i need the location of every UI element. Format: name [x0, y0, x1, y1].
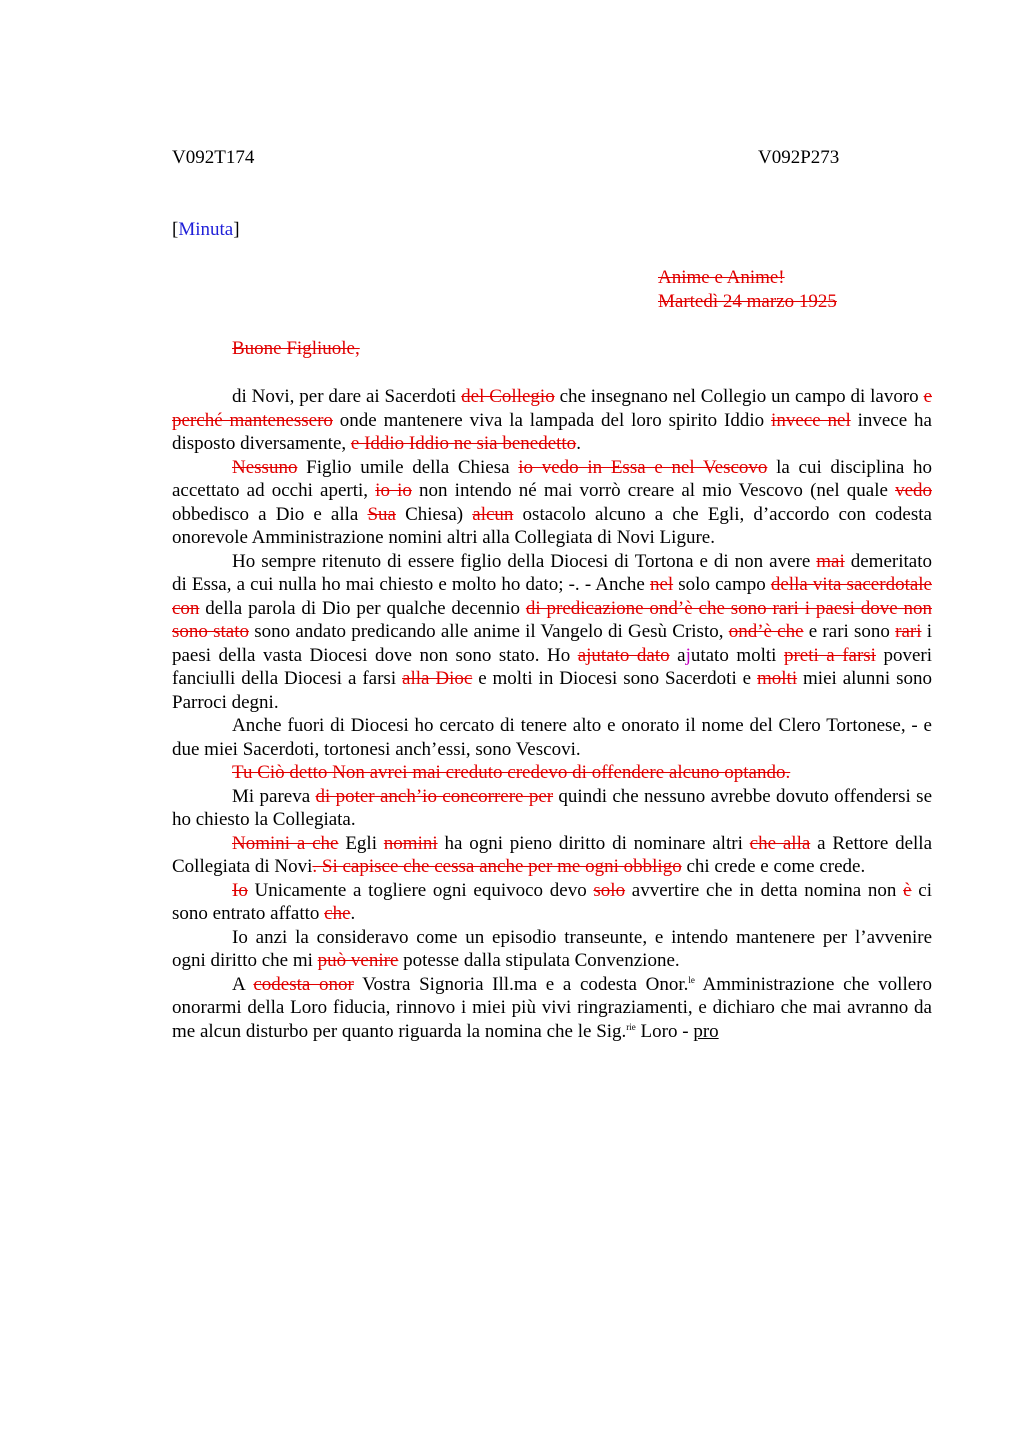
- deleted-text: e perché mantenessero: [172, 386, 932, 431]
- text: demeritato di Essa, a cui nulla ho mai chiesto e molto ho dato; -. - Anche: [172, 550, 932, 595]
- bracket-open: [: [172, 219, 179, 240]
- text: Anche fuori di Diocesi ho cercato di tenere alto e onorato il nome del Clero Tortonese, - e due miei Sacerdoti, tortonesi anch’essi, sono Vescovi.: [172, 715, 932, 760]
- deleted-text: e Iddio Iddio ne sia benedetto: [350, 433, 577, 454]
- text: invece ha disposto diversamente,: [172, 409, 932, 454]
- superscript: rie: [626, 1021, 636, 1032]
- text: a: [669, 644, 686, 666]
- text: e molti in Diocesi sono Sacerdoti e: [472, 668, 757, 689]
- text: ostacolo alcuno a che Egli, d’accordo con codesta onorevole Amministrazione nomini altri alla Collegiata di Novi Ligure.: [172, 503, 932, 548]
- text: miei alunni sono Parroci degni.: [172, 668, 933, 713]
- text: onde mantenere viva la lampada del loro spirito Iddio: [332, 409, 772, 431]
- deleted-text: nomini: [383, 832, 438, 854]
- paragraph-2: [172, 456, 932, 550]
- text: che insegnano nel Collegio un campo di lavoro: [554, 386, 924, 407]
- deleted-text: di poter anch’io concorrere per: [315, 785, 554, 807]
- deleted-text: . Si capisce che cessa anche per me ogni obbligo: [312, 856, 682, 877]
- paragraph-5: [172, 761, 932, 785]
- text: Figlio umile della Chiesa: [297, 456, 519, 478]
- minuta-label: Minuta: [178, 219, 234, 240]
- deleted-text: alla Dioc: [402, 668, 473, 689]
- deleted-text: di predicazione ond’è che sono rari i paesi dove non sono stato: [172, 597, 933, 642]
- deleted-text: vedo: [895, 480, 932, 501]
- deleted-text: che: [324, 903, 351, 924]
- text: Amministrazione che vollero onorarmi della Loro fiducia, rinnovo i miei più vivi ringraziamenti, e dichiaro che mai avranno da me alcun disturbo per quanto riguarda la nomina che le Sig.: [172, 973, 932, 1042]
- deleted-text: Nessuno: [232, 456, 298, 478]
- deleted-text: io io: [375, 480, 412, 501]
- text: solo campo: [673, 574, 771, 595]
- deleted-text: Io: [232, 879, 248, 901]
- deleted-text: è: [903, 879, 912, 901]
- deleted-text: rari: [895, 621, 922, 642]
- deleted-text: mai: [816, 550, 845, 572]
- text: non intendo né mai vorrò creare al mio Vescovo (nel quale: [411, 480, 896, 501]
- deleted-text: può venire: [317, 950, 399, 971]
- paragraph-7: [172, 832, 932, 879]
- deleted-text: del Collegio: [461, 386, 555, 407]
- minuta-tag: [172, 218, 240, 242]
- deleted-text: codesta onor: [253, 973, 354, 995]
- deleted-text: Sua: [367, 503, 396, 525]
- paragraph-8: [172, 879, 932, 926]
- deleted-heading: Anime e Anime!: [658, 267, 785, 288]
- text: A: [232, 973, 254, 995]
- text: ha ogni pieno diritto di nominare altri: [437, 832, 750, 854]
- text: Unicamente a togliere ogni equivoco devo: [247, 879, 594, 901]
- text: e rari sono: [803, 621, 896, 642]
- text: avvertire che in detta nomina non: [625, 879, 904, 901]
- document-code-left: V092T174: [172, 147, 255, 168]
- superscript: le: [688, 974, 695, 985]
- text: Vostra Signoria Ill.ma e a codesta Onor.: [353, 973, 689, 995]
- paragraph-4: [172, 714, 932, 761]
- deleted-text: nel: [649, 574, 674, 595]
- deleted-text: invece nel: [771, 409, 851, 431]
- deleted-text: molti: [757, 668, 798, 689]
- deleted-text: solo: [593, 879, 626, 901]
- deleted-text: preti a farsi: [783, 644, 876, 666]
- deleted-salutation: Buone Figliuole,: [232, 338, 360, 359]
- text: Io anzi la consideravo come un episodio transeunte, e intendo mantenere per l’avvenire ogni diritto che mi: [172, 926, 932, 971]
- inserted-letter: j: [685, 644, 691, 666]
- text: a Rettore della Collegiata di Novi: [172, 832, 933, 877]
- text: i paesi della vasta Diocesi dove non sono stato. Ho: [172, 621, 933, 666]
- deleted-text: che alla: [749, 832, 811, 854]
- text: di Novi, per dare ai Sacerdoti: [232, 386, 462, 407]
- text: chi crede e come crede.: [681, 856, 866, 877]
- letter-body: [172, 385, 932, 1043]
- deleted-dateline: [658, 266, 837, 314]
- paragraph-3: [172, 550, 932, 715]
- paragraph-9: [172, 926, 932, 973]
- bracket-close: ]: [233, 219, 240, 240]
- underlined-text: pro: [693, 1020, 719, 1042]
- text: poveri fanciulli della Diocesi a farsi: [172, 644, 933, 689]
- text: .: [350, 903, 356, 924]
- text: utato molti: [690, 644, 784, 666]
- text: potesse dalla stipulata Convenzione.: [398, 950, 680, 971]
- deleted-date: Martedì 24 marzo 1925: [658, 291, 837, 312]
- text: Egli: [338, 832, 384, 854]
- text: Loro -: [635, 1020, 694, 1042]
- deleted-text: io vedo in Essa e nel Vescovo: [518, 456, 768, 478]
- deleted-text: alcun: [472, 503, 514, 525]
- deleted-text: Nomini a che: [232, 832, 339, 854]
- deleted-text: ond’è che: [728, 621, 804, 642]
- text: Ho sempre ritenuto di essere figlio della Diocesi di Tortona e di non avere: [232, 550, 817, 572]
- text: Chiesa): [395, 503, 473, 525]
- deleted-text: ajutato dato: [577, 644, 670, 666]
- paragraph-10: [172, 973, 932, 1044]
- text: obbedisco a Dio e alla: [172, 503, 368, 525]
- text: sono andato predicando alle anime il Vangelo di Gesù Cristo,: [249, 621, 729, 642]
- text: ci sono entrato affatto: [172, 879, 932, 924]
- text: della parola di Dio per qualche decennio: [199, 597, 526, 619]
- document-code-right: V092P273: [758, 147, 840, 168]
- deleted-text: della vita sacerdotale con: [172, 574, 932, 619]
- text: Mi pareva: [232, 785, 316, 807]
- paragraph-6: [172, 785, 932, 832]
- text: la cui disciplina ho accettato ad occhi aperti,: [172, 456, 933, 501]
- text: quindi che nessuno avrebbe dovuto offendersi se ho chiesto la Collegiata.: [172, 785, 932, 830]
- text: .: [576, 433, 581, 454]
- paragraph-1: [172, 385, 932, 456]
- deleted-text: Tu Ciò detto Non avrei mai creduto credevo di offendere alcuno optando.: [232, 762, 791, 783]
